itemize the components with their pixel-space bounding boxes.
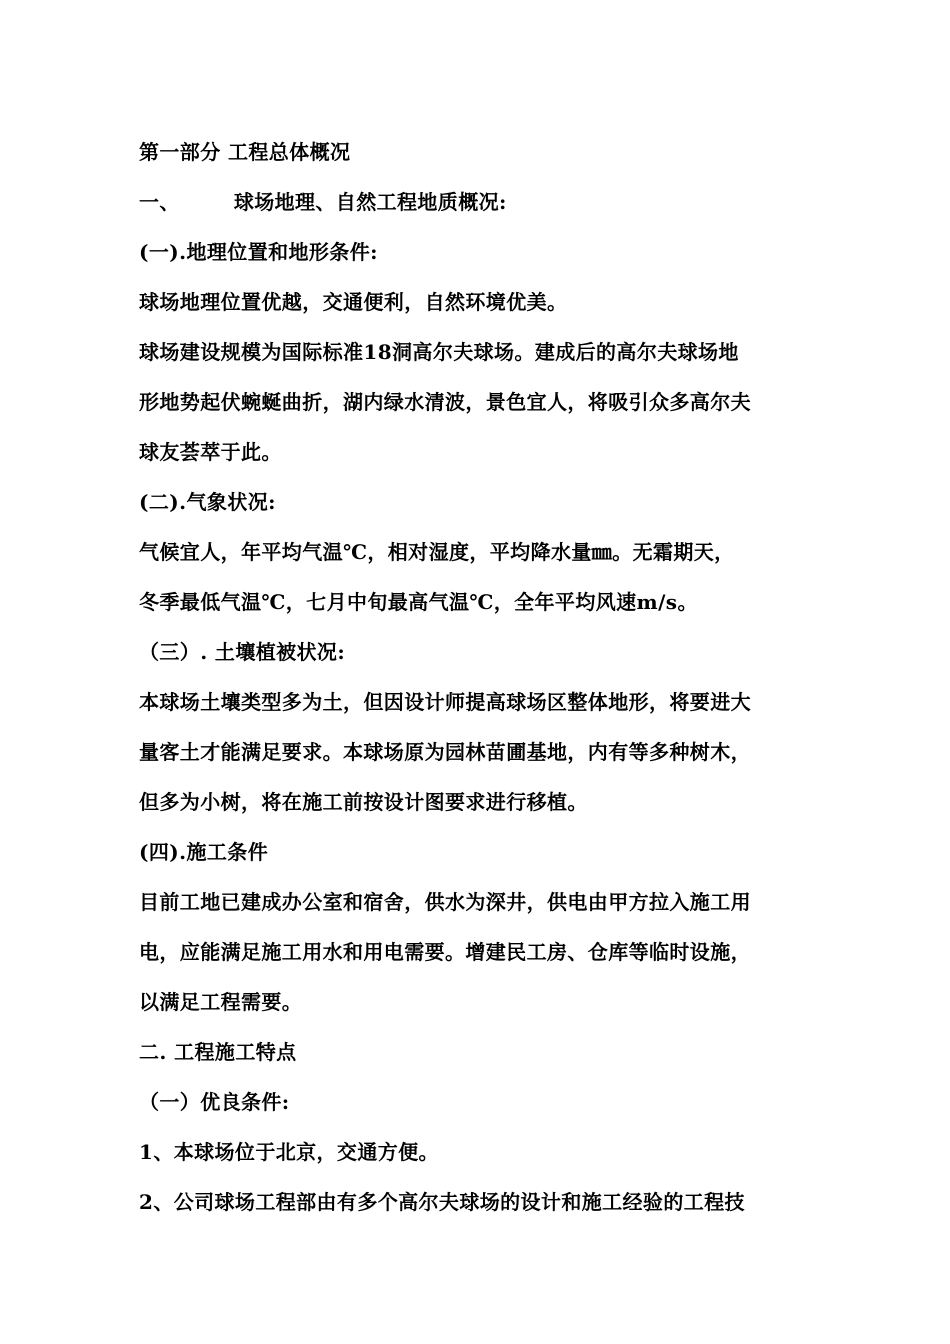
paragraph-line: 本球场土壤类型多为土，但因设计师提高球场区整体地形，将要进大 [139, 690, 751, 714]
subsection-1-3-heading: （三）. 土壤植被状况: [139, 640, 346, 664]
list-item: 2、公司球场工程部由有多个高尔夫球场的设计和施工经验的工程技 [139, 1190, 745, 1214]
section-1-heading [139, 189, 507, 215]
subsection-2-1-heading: （一）优良条件: [139, 1090, 290, 1114]
list-item: 1、本球场位于北京，交通方便。 [139, 1140, 439, 1164]
paragraph-line: 电，应能满足施工用水和用电需要。增建民工房、仓库等临时设施， [139, 940, 751, 964]
document-heading: 第一部分 工程总体概况 [139, 140, 351, 164]
subsection-1-4-heading: (四).施工条件 [139, 840, 269, 864]
paragraph-line: 以满足工程需要。 [139, 990, 303, 1014]
paragraph-line: 冬季最低气温℃，七月中旬最高气温℃，全年平均风速m/s。 [139, 590, 698, 614]
paragraph-line: 量客土才能满足要求。本球场原为园林苗圃基地，内有等多种树木， [139, 740, 751, 764]
paragraph-1-1-a: 球场地理位置优越，交通便利，自然环境优美。 [139, 290, 568, 314]
section-1-number: 一、 [139, 190, 180, 214]
section-1-title: 球场地理、自然工程地质概况: [233, 190, 507, 214]
section-2-heading: 二. 工程施工特点 [139, 1040, 297, 1064]
subsection-1-2-heading: (二).气象状况: [139, 490, 276, 514]
paragraph-line: 形地势起伏蜿蜒曲折，湖内绿水清波，景色宜人，将吸引众多高尔夫 [139, 390, 751, 414]
paragraph-line: 但多为小树，将在施工前按设计图要求进行移植。 [139, 790, 588, 814]
paragraph-line: 气候宜人，年平均气温℃，相对湿度，平均降水量㎜。无霜期天， [139, 540, 735, 564]
paragraph-line: 目前工地已建成办公室和宿舍，供水为深井，供电由甲方拉入施工用 [139, 890, 751, 914]
paragraph-line: 球场建设规模为国际标准18洞高尔夫球场。建成后的高尔夫球场地 [139, 340, 739, 364]
subsection-1-1-heading: (一).地理位置和地形条件: [139, 240, 378, 264]
paragraph-line: 球友荟萃于此。 [139, 440, 282, 464]
